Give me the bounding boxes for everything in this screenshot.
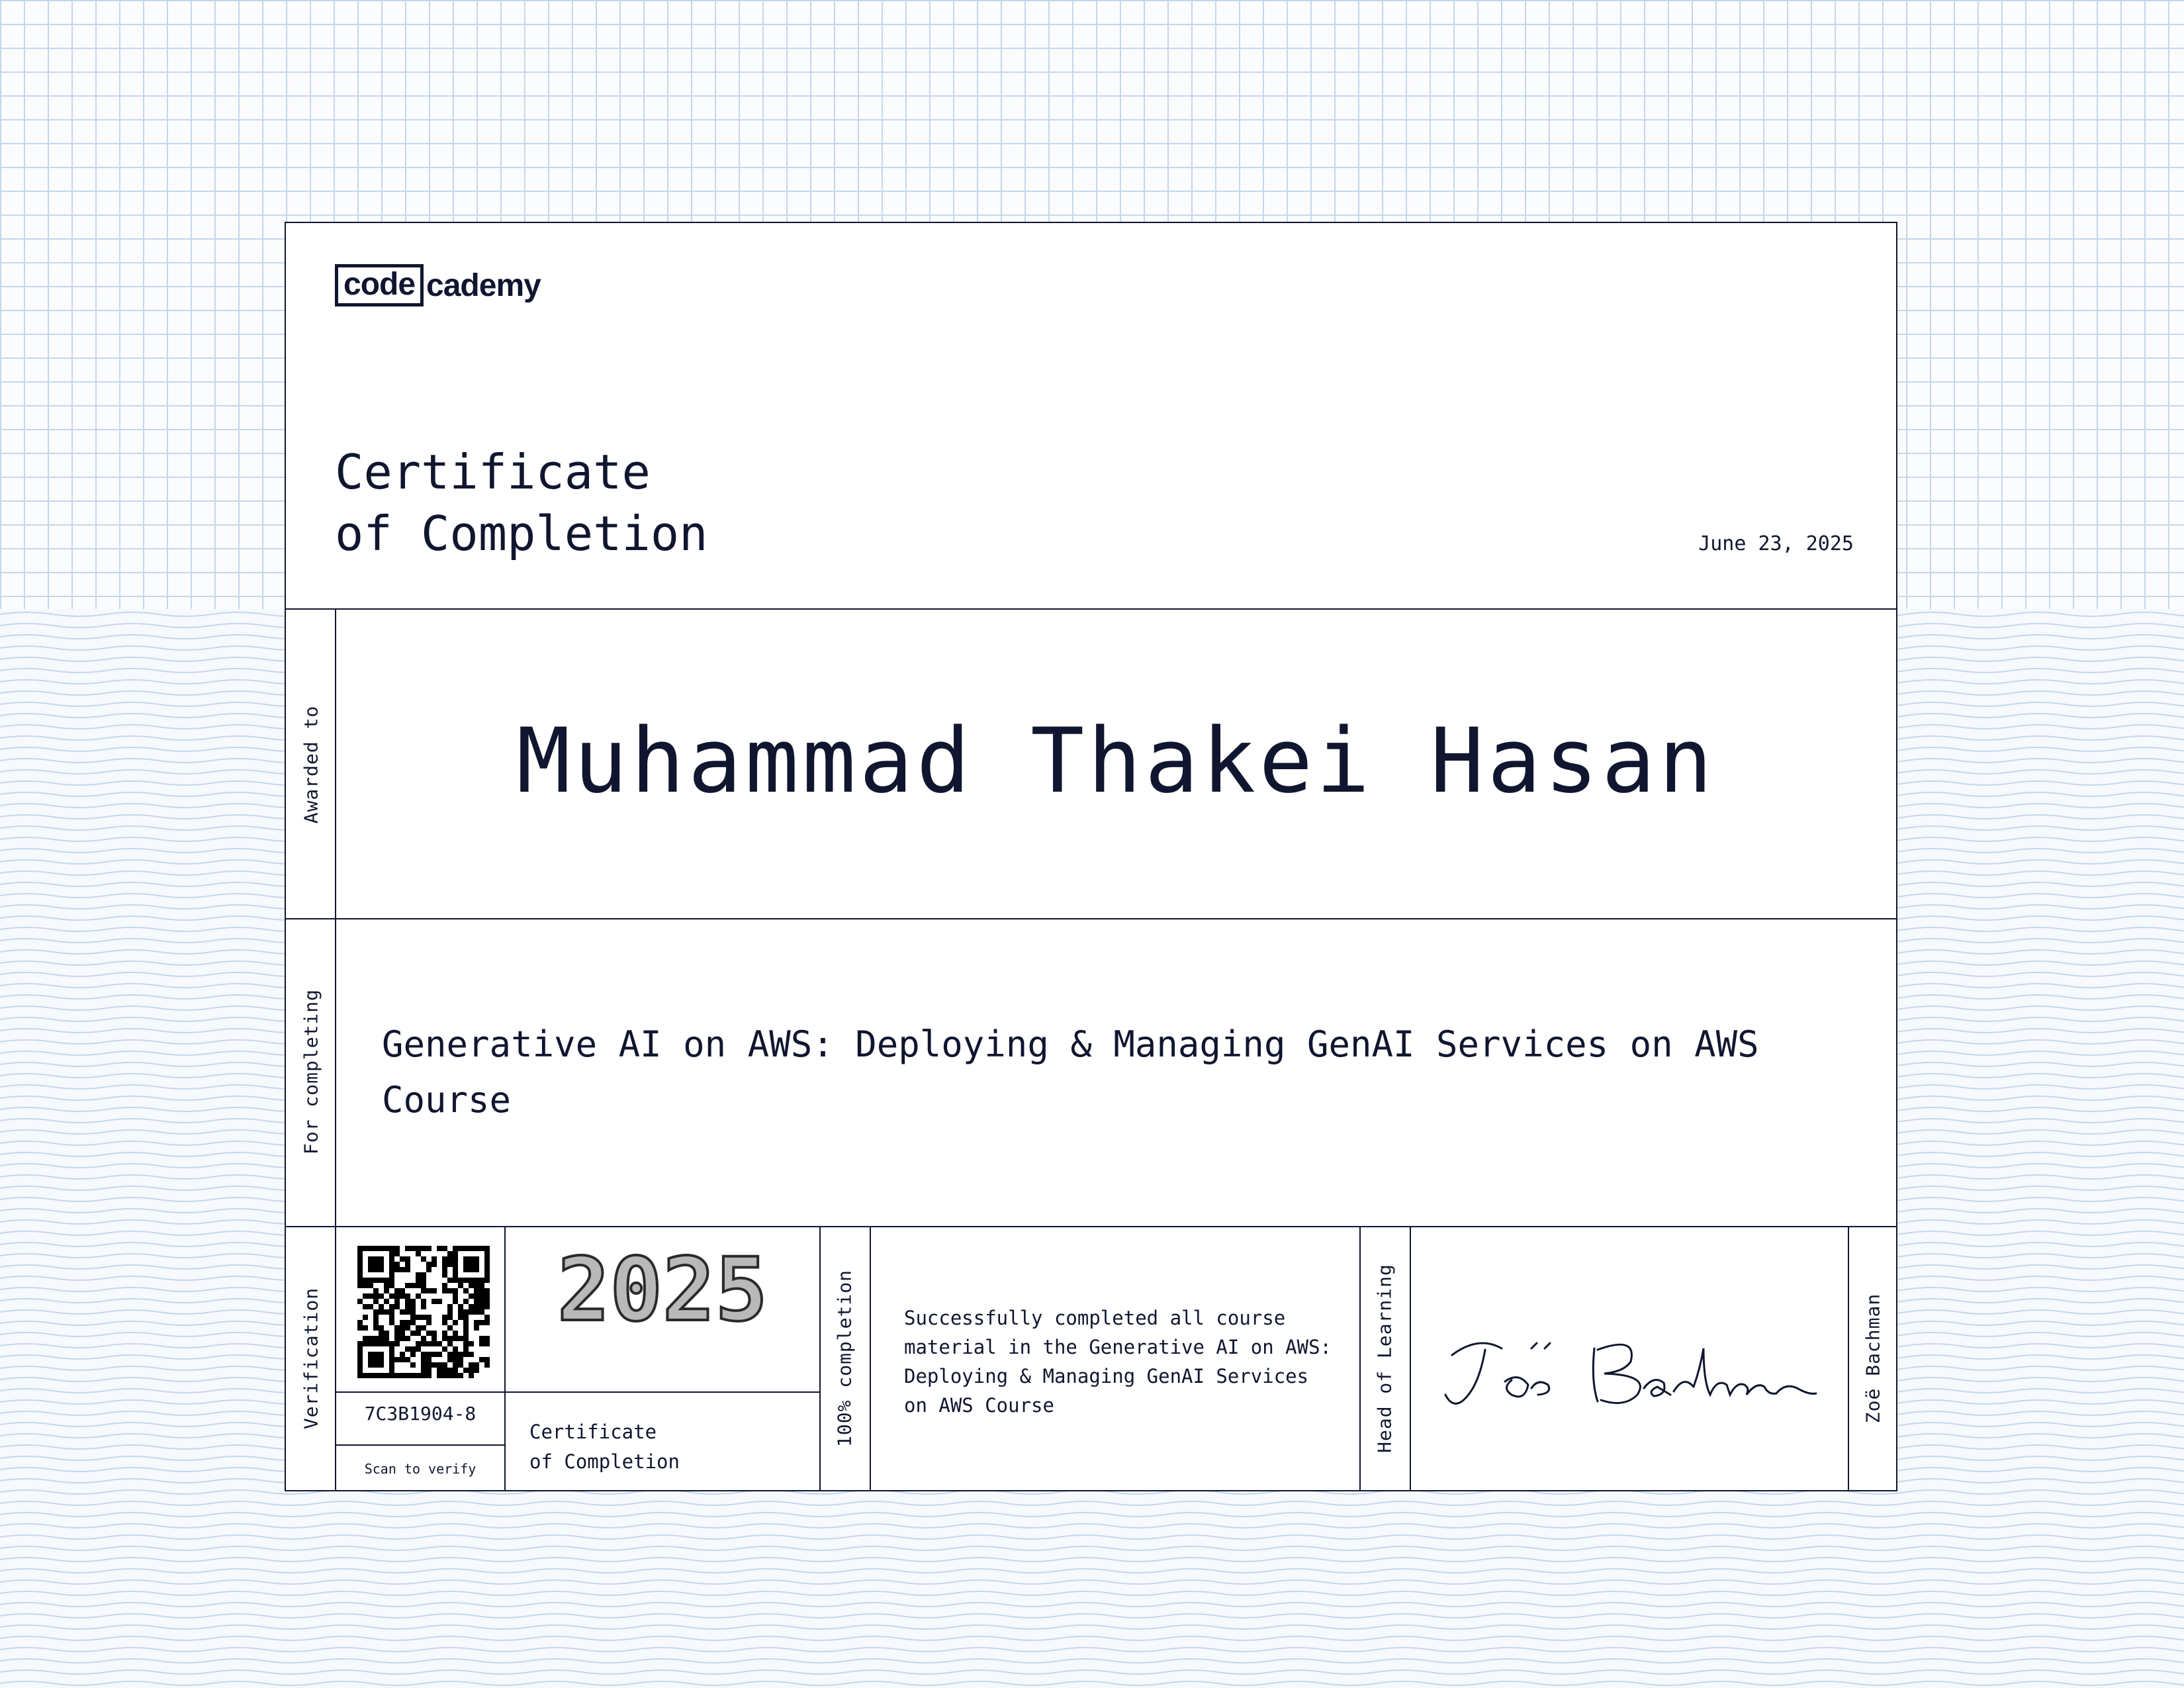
codecademy-logo — [335, 264, 541, 306]
issue-date: June 23, 2025 — [1698, 532, 1854, 555]
for-completing-label: For completing — [300, 988, 322, 1155]
divider-footer — [286, 1226, 1896, 1227]
completion-description: Successfully completed all course material in the Generative AI on AWS: Deploying & Managing GenAI Services on AWS Course — [904, 1307, 1332, 1417]
scan-to-verify-label: Scan to verify — [364, 1461, 477, 1477]
footer-certificate-title — [529, 1417, 680, 1477]
certificate-card — [285, 222, 1897, 1491]
completion-percent-label: 100% completion — [833, 1270, 856, 1447]
recipient-name: Muhammad Thakei Hasan — [516, 709, 1716, 813]
certificate-title — [335, 442, 708, 565]
divider-qr-bottom — [336, 1391, 504, 1393]
logo-code-box: code — [335, 264, 424, 306]
divider-footer-2 — [819, 1226, 821, 1491]
divider-footer-5 — [1410, 1226, 1411, 1491]
logo-text: cademy — [426, 267, 541, 303]
signature — [1439, 1309, 1823, 1428]
awarded-to-label: Awarded to — [300, 705, 322, 824]
divider-year-bottom — [506, 1391, 819, 1393]
head-of-learning-label: Head of Learning — [1373, 1264, 1396, 1453]
course-name: Generative AI on AWS: Deploying & Managing GenAI Services on AWS Course — [382, 1023, 1759, 1121]
divider-awarded — [286, 918, 1896, 919]
title-line-2: of Completion — [335, 506, 708, 561]
footer-title-line-1: Certificate — [529, 1421, 657, 1443]
verification-label: Verification — [300, 1287, 322, 1430]
title-line-1: Certificate — [335, 444, 651, 500]
divider-footer-4 — [1359, 1226, 1361, 1491]
year-badge: 2025 — [557, 1239, 768, 1341]
signer-name: Zoë Bachman — [1862, 1293, 1884, 1424]
verification-code: 7C3B1904-8 — [364, 1403, 477, 1425]
divider-footer-3 — [870, 1226, 871, 1491]
divider-footer-6 — [1848, 1226, 1849, 1491]
footer-title-line-2: of Completion — [529, 1450, 680, 1473]
qr-code-icon[interactable] — [357, 1246, 490, 1378]
divider-code-bottom — [336, 1444, 504, 1446]
